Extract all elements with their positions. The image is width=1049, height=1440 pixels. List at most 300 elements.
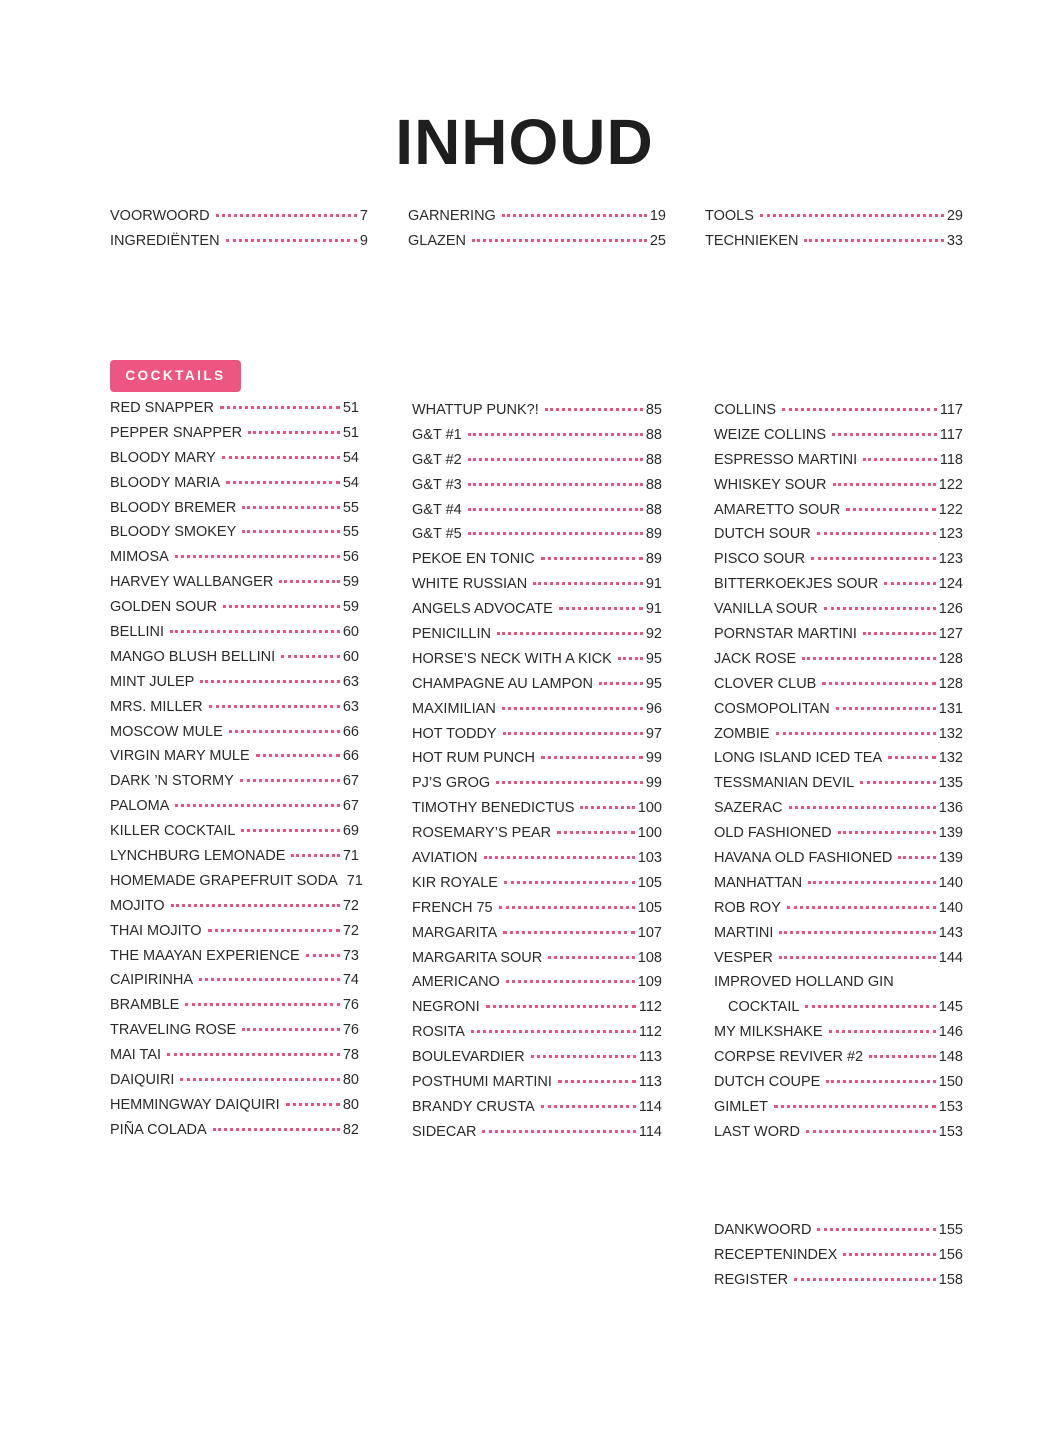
toc-entry-label: MRS. MILLER <box>110 698 203 715</box>
toc-entry-label: ZOMBIE <box>714 725 770 742</box>
toc-entry-page: 99 <box>645 750 662 767</box>
toc-entry-label: HOT TODDY <box>412 725 497 742</box>
dot-leader <box>171 904 340 907</box>
toc-entry <box>412 502 662 527</box>
dot-leader <box>824 607 936 610</box>
toc-entry-label: MARTINI <box>714 924 774 941</box>
toc-entry <box>714 526 963 551</box>
toc-entry <box>412 427 662 452</box>
toc-entry-label: CAIPIRINHA <box>110 972 193 989</box>
toc-entry-label: HOT RUM PUNCH <box>412 750 535 767</box>
toc-entry-label: DAIQUIRI <box>110 1072 175 1089</box>
dot-leader <box>541 756 643 759</box>
toc-entry-page: 148 <box>938 1049 963 1066</box>
toc-entry <box>412 651 662 676</box>
dot-leader <box>170 630 340 633</box>
toc-entry-label: PEKOE EN TONIC <box>412 551 535 568</box>
dot-leader <box>291 854 339 857</box>
toc-entry-label: MY MILKSHAKE <box>714 1024 823 1041</box>
toc-entry-label: TRAVELING ROSE <box>110 1022 237 1039</box>
toc-entry-page: 126 <box>938 601 963 618</box>
toc-entry-label: BITTERKOEKJES SOUR <box>714 576 879 593</box>
toc-entry-page: 112 <box>638 999 662 1016</box>
toc-entry-page: 9 <box>359 232 368 249</box>
toc-entry <box>110 1097 359 1122</box>
toc-entry-label: MINT JULEP <box>110 673 195 690</box>
toc-entry-page: 88 <box>645 451 662 468</box>
dot-leader <box>468 483 643 486</box>
dot-leader <box>175 555 340 558</box>
toc-entry <box>714 999 963 1024</box>
toc-entry <box>714 875 963 900</box>
toc-entry-page: 143 <box>938 924 963 941</box>
toc-entry-page: 74 <box>342 972 359 989</box>
dot-leader <box>216 214 357 217</box>
toc-entry-label: ANGELS ADVOCATE <box>412 601 553 618</box>
toc-entry <box>110 773 359 798</box>
dot-leader <box>242 1028 340 1031</box>
toc-entry <box>714 1222 963 1247</box>
toc-entry-page: 92 <box>645 626 662 643</box>
toc-entry-label: AVIATION <box>412 850 478 867</box>
toc-entry-label: WHATTUP PUNK?! <box>412 402 539 418</box>
toc-entry-label: RECEPTENINDEX <box>714 1246 838 1263</box>
toc-entry-page: 144 <box>938 949 963 966</box>
toc-entry-page: 88 <box>645 426 662 443</box>
dot-leader <box>486 1005 636 1008</box>
toc-entry-label: LONG ISLAND ICED TEA <box>714 750 883 767</box>
toc-entry-label: ESPRESSO MARTINI <box>714 451 858 468</box>
dot-leader <box>760 214 944 217</box>
intro-column-2 <box>408 208 666 258</box>
dot-leader <box>817 1228 935 1231</box>
toc-entry-page: 95 <box>645 675 662 692</box>
dot-leader <box>599 682 643 685</box>
toc-entry-page: 117 <box>939 426 963 443</box>
dot-leader <box>838 831 936 834</box>
toc-entry-page: 95 <box>645 650 662 667</box>
toc-entry-page: 114 <box>638 1098 662 1115</box>
toc-entry-label: TIMOTHY BENEDICTUS <box>412 800 575 817</box>
toc-entry-page: 153 <box>938 1098 963 1115</box>
toc-entry-label: G&T #2 <box>412 451 462 468</box>
dot-leader <box>580 806 634 809</box>
toc-entry <box>110 1072 359 1097</box>
toc-entry-page: 72 <box>342 897 359 914</box>
toc-entry-label: MANGO BLUSH BELLINI <box>110 648 276 665</box>
toc-entry-label: PEPPER SNAPPER <box>110 424 243 441</box>
dot-leader <box>884 582 935 585</box>
toc-entry-label: HEMMINGWAY DAIQUIRI <box>110 1096 280 1113</box>
toc-entry-page: 139 <box>938 825 963 842</box>
toc-entry-label: LAST WORD <box>714 1123 800 1140</box>
toc-entry-page: 69 <box>342 823 359 840</box>
toc-entry-label: GIMLET <box>714 1098 768 1115</box>
dot-leader <box>286 1103 340 1106</box>
toc-entry-page: 107 <box>637 924 662 941</box>
dot-leader <box>533 582 643 585</box>
dot-leader <box>846 508 936 511</box>
toc-entry <box>412 850 662 875</box>
toc-entry-label: PISCO SOUR <box>714 551 806 568</box>
toc-entry <box>412 750 662 775</box>
toc-entry-page: 139 <box>938 850 963 867</box>
toc-entry-label: IMPROVED HOLLAND GIN <box>714 974 894 991</box>
dot-leader <box>213 1128 340 1131</box>
page-title: INHOUD <box>395 106 654 178</box>
dot-leader <box>484 856 635 859</box>
toc-entry-page: 76 <box>342 997 359 1014</box>
dot-leader <box>468 433 643 436</box>
toc-entry-label: POSTHUMI MARTINI <box>412 1074 552 1091</box>
toc-entry <box>412 1124 662 1149</box>
toc-entry <box>714 1247 963 1272</box>
cocktails-column-3 <box>714 402 963 1149</box>
dot-leader <box>531 1055 636 1058</box>
toc-entry-page: 123 <box>938 551 963 568</box>
toc-entry <box>714 925 963 950</box>
toc-entry-label: DUTCH COUPE <box>714 1074 821 1091</box>
toc-entry-page: 91 <box>645 576 662 593</box>
toc-entry-label: TOOLS <box>705 208 754 224</box>
toc-entry-page: 29 <box>946 208 963 224</box>
toc-entry-page: 63 <box>342 698 359 715</box>
toc-entry-label: CHAMPAGNE AU LAMPON <box>412 675 594 692</box>
toc-entry <box>412 477 662 502</box>
toc-entry <box>412 526 662 551</box>
intro-column-3 <box>705 208 963 258</box>
toc-entry <box>705 233 963 258</box>
toc-entry <box>412 452 662 477</box>
toc-entry <box>714 576 963 601</box>
dot-leader <box>863 458 937 461</box>
toc-entry <box>110 450 359 475</box>
toc-entry <box>110 524 359 549</box>
toc-entry-page: 54 <box>342 474 359 491</box>
toc-entry-label: HARVEY WALLBANGER <box>110 574 274 591</box>
toc-entry-label: PENICILLIN <box>412 626 491 643</box>
toc-entry-page: 67 <box>342 773 359 790</box>
toc-entry-page: 128 <box>938 650 963 667</box>
dot-leader <box>226 481 340 484</box>
toc-entry <box>412 601 662 626</box>
toc-entry-label: MIMOSA <box>110 549 169 566</box>
toc-entry-label: AMERICANO <box>412 974 500 991</box>
toc-entry-label: BLOODY SMOKEY <box>110 524 237 541</box>
toc-entry-page: 114 <box>638 1123 662 1140</box>
toc-entry-page: 123 <box>938 526 963 543</box>
toc-entry-label: COLLINS <box>714 402 777 418</box>
toc-entry <box>412 900 662 925</box>
toc-entry-page: 96 <box>645 700 662 717</box>
toc-entry <box>110 872 363 898</box>
dot-leader <box>468 458 643 461</box>
toc-entry-label: MANHATTAN <box>714 874 803 891</box>
toc-entry <box>110 972 359 997</box>
toc-entry <box>408 208 666 233</box>
toc-entry-label: OLD FASHIONED <box>714 825 832 842</box>
dot-leader <box>618 657 643 660</box>
toc-entry <box>110 923 359 948</box>
toc-entry-label: VIRGIN MARY MULE <box>110 748 250 765</box>
dot-leader <box>279 580 340 583</box>
dot-leader <box>545 408 643 411</box>
toc-entry <box>110 208 368 233</box>
toc-entry-page: 89 <box>645 526 662 543</box>
dot-leader <box>200 680 340 683</box>
toc-entry-page: 7 <box>359 208 368 224</box>
toc-entry-label: VESPER <box>714 949 773 966</box>
toc-entry <box>110 425 359 450</box>
toc-entry-label: MARGARITA SOUR <box>412 949 543 966</box>
toc-entry-label: AMARETTO SOUR <box>714 501 841 518</box>
toc-entry-label: VOORWOORD <box>110 208 210 224</box>
toc-entry <box>714 676 963 701</box>
dot-leader <box>774 1105 936 1108</box>
dot-leader <box>503 732 643 735</box>
dot-leader <box>209 705 340 708</box>
toc-entry <box>412 676 662 701</box>
toc-entry-page: 76 <box>342 1022 359 1039</box>
toc-entry <box>110 798 359 823</box>
dot-leader <box>468 532 643 535</box>
toc-entry-label: COCKTAIL <box>728 999 800 1016</box>
toc-entry-page: 146 <box>938 1024 963 1041</box>
toc-entry-label: MAI TAI <box>110 1047 162 1064</box>
toc-entry <box>412 825 662 850</box>
dot-leader <box>471 1030 636 1033</box>
toc-entry-label: HORSE’S NECK WITH A KICK <box>412 650 612 667</box>
toc-entry <box>714 477 963 502</box>
toc-entry-page: 100 <box>637 825 662 842</box>
toc-entry-label: G&T #5 <box>412 526 462 543</box>
toc-entry-label: MAXIMILIAN <box>412 700 496 717</box>
dot-leader <box>241 829 339 832</box>
toc-entry <box>412 402 662 427</box>
toc-entry-label: TECHNIEKEN <box>705 232 799 249</box>
toc-entry-label: MOSCOW MULE <box>110 723 223 740</box>
toc-entry-label: GARNERING <box>408 208 496 224</box>
toc-entry-label: PORNSTAR MARTINI <box>714 626 857 643</box>
dot-leader <box>185 1003 340 1006</box>
toc-entry-label: MOJITO <box>110 897 165 914</box>
toc-entry-page: 145 <box>938 999 963 1016</box>
toc-entry <box>110 823 359 848</box>
toc-entry <box>714 726 963 751</box>
toc-entry <box>714 750 963 775</box>
toc-entry-page: 100 <box>637 800 662 817</box>
toc-entry <box>412 999 662 1024</box>
dot-leader <box>789 806 936 809</box>
dot-leader <box>503 931 635 934</box>
toc-entry-page: 80 <box>342 1072 359 1089</box>
dot-leader <box>499 906 635 909</box>
toc-entry <box>110 699 359 724</box>
toc-entry <box>110 848 359 873</box>
toc-entry <box>110 500 359 525</box>
toc-entry <box>412 726 662 751</box>
dot-leader <box>836 707 936 710</box>
toc-entry <box>714 402 963 427</box>
toc-entry-page: 97 <box>645 725 662 742</box>
toc-entry-page: 103 <box>637 850 662 867</box>
toc-entry-label: DARK ’N STORMY <box>110 773 234 790</box>
toc-entry <box>412 701 662 726</box>
toc-entry-label: GOLDEN SOUR <box>110 599 218 616</box>
toc-entry-label: VANILLA SOUR <box>714 601 818 618</box>
toc-entry <box>714 626 963 651</box>
toc-entry-page: 112 <box>638 1024 662 1041</box>
dot-leader <box>497 632 643 635</box>
toc-entry <box>714 701 963 726</box>
toc-entry <box>412 1049 662 1074</box>
dot-leader <box>794 1278 936 1281</box>
toc-entry <box>714 850 963 875</box>
dot-leader <box>832 433 937 436</box>
dot-leader <box>557 831 635 834</box>
toc-entry-page: 66 <box>342 723 359 740</box>
toc-entry-label: MARGARITA <box>412 924 498 941</box>
dot-leader <box>806 1130 936 1133</box>
dot-leader <box>863 632 936 635</box>
dot-leader <box>472 239 647 242</box>
dot-leader <box>229 730 340 733</box>
toc-entry-page: 136 <box>938 800 963 817</box>
toc-entry-page: 89 <box>645 551 662 568</box>
toc-entry-label: BLOODY MARIA <box>110 474 221 491</box>
dot-leader <box>220 406 340 409</box>
dot-leader <box>548 956 635 959</box>
toc-entry-page: 60 <box>342 648 359 665</box>
dot-leader <box>281 655 340 658</box>
toc-entry-label: CLOVER CLUB <box>714 675 817 692</box>
toc-entry <box>714 1099 963 1124</box>
toc-entry-label: RED SNAPPER <box>110 400 214 416</box>
toc-entry-page: 55 <box>342 499 359 516</box>
toc-entry-page: 122 <box>938 476 963 493</box>
toc-entry-page: 127 <box>938 626 963 643</box>
toc-entry <box>110 599 359 624</box>
toc-entry-page: 117 <box>939 402 963 418</box>
toc-entry-page: 155 <box>938 1222 963 1238</box>
toc-entry <box>412 626 662 651</box>
toc-entry-page: 109 <box>637 974 662 991</box>
dot-leader <box>802 657 936 660</box>
toc-entry <box>110 1122 359 1147</box>
toc-entry-page: 51 <box>342 400 359 416</box>
dot-leader <box>826 1080 935 1083</box>
toc-entry-page: 71 <box>342 848 359 865</box>
toc-entry <box>110 475 359 500</box>
toc-entry-label: LYNCHBURG LEMONADE <box>110 848 286 865</box>
toc-entry-page: 122 <box>938 501 963 518</box>
toc-entry <box>705 208 963 233</box>
toc-entry-page: 72 <box>342 922 359 939</box>
toc-entry-label: INGREDIËNTEN <box>110 232 220 249</box>
toc-entry <box>110 649 359 674</box>
dot-leader <box>180 1078 339 1081</box>
toc-entry-page: 59 <box>342 574 359 591</box>
toc-entry-page: 54 <box>342 449 359 466</box>
toc-entry <box>412 800 662 825</box>
dot-leader <box>541 1105 636 1108</box>
toc-entry-page: 158 <box>938 1271 963 1288</box>
toc-entry <box>412 974 662 999</box>
toc-entry-page: 91 <box>645 601 662 618</box>
toc-entry-page: 124 <box>938 576 963 593</box>
dot-leader <box>502 707 643 710</box>
toc-entry-label: G&T #1 <box>412 426 462 443</box>
toc-entry <box>714 452 963 477</box>
toc-entry <box>110 674 359 699</box>
toc-entry-label: PIÑA COLADA <box>110 1121 207 1138</box>
toc-entry-label: THAI MOJITO <box>110 922 202 939</box>
dot-leader <box>869 1055 936 1058</box>
toc-entry-label: PJ’S GROG <box>412 775 491 792</box>
toc-entry <box>714 551 963 576</box>
toc-entry-label: CORPSE REVIVER #2 <box>714 1049 864 1066</box>
toc-entry-page: 80 <box>342 1096 359 1113</box>
toc-entry-page: 108 <box>637 949 662 966</box>
toc-entry-page: 73 <box>342 947 359 964</box>
toc-entry <box>714 1124 963 1149</box>
toc-entry-page: 66 <box>342 748 359 765</box>
toc-entry <box>412 1074 662 1099</box>
toc-entry <box>412 551 662 576</box>
toc-entry-page: 113 <box>638 1074 662 1091</box>
toc-entry <box>714 974 963 999</box>
toc-entry-label: ROSITA <box>412 1024 465 1041</box>
toc-entry <box>714 900 963 925</box>
toc-entry-page: 156 <box>938 1246 963 1263</box>
dot-leader <box>240 779 340 782</box>
toc-entry-label: BOULEVARDIER <box>412 1049 525 1066</box>
dot-leader <box>782 408 937 411</box>
toc-entry <box>714 1049 963 1074</box>
toc-entry <box>714 800 963 825</box>
toc-entry-page: 78 <box>342 1047 359 1064</box>
dot-leader <box>829 1030 936 1033</box>
toc-entry-page: 33 <box>946 232 963 249</box>
toc-entry-page: 51 <box>342 424 359 441</box>
dot-leader <box>167 1053 340 1056</box>
toc-entry-label: JACK ROSE <box>714 650 797 667</box>
toc-entry-label: WHITE RUSSIAN <box>412 576 528 593</box>
toc-entry-label: FRENCH 75 <box>412 899 493 916</box>
toc-entry <box>110 574 359 599</box>
toc-entry-page: 19 <box>649 208 666 224</box>
dot-leader <box>222 456 340 459</box>
toc-entry <box>110 1047 359 1072</box>
toc-entry <box>714 651 963 676</box>
dot-leader <box>226 239 357 242</box>
toc-entry <box>714 950 963 975</box>
dot-leader <box>208 929 340 932</box>
dot-leader <box>779 956 936 959</box>
toc-entry <box>714 1024 963 1049</box>
toc-entry <box>412 576 662 601</box>
dot-leader <box>504 881 635 884</box>
toc-entry-label: WHISKEY SOUR <box>714 476 827 493</box>
dot-leader <box>860 781 936 784</box>
back-matter-column <box>714 1222 963 1297</box>
toc-entry <box>714 1272 963 1297</box>
toc-entry-label: DANKWOORD <box>714 1222 812 1238</box>
dot-leader <box>804 239 943 242</box>
dot-leader <box>482 1130 635 1133</box>
toc-entry-label: SIDECAR <box>412 1123 477 1140</box>
toc-entry-page: 105 <box>637 874 662 891</box>
